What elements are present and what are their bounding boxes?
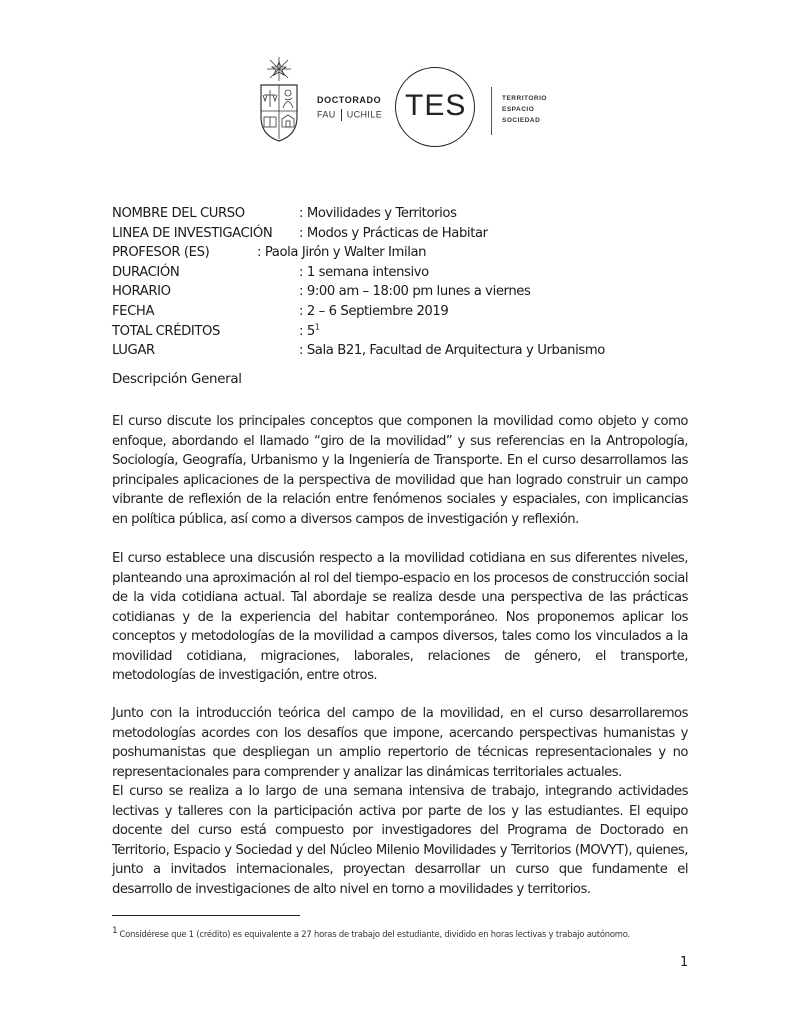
info-row xyxy=(112,341,692,361)
info-value: : Paola Jirón y Walter Imilan xyxy=(257,245,427,261)
paragraph xyxy=(112,704,688,782)
paragraph-text: El curso discute los principales conceptos que componen la movilidad como objeto y como enfoque, abordando el llamado “giro de la movilidad” y sus referencias en la Antropología, Sociología, Geografía, Urbanismo y la Ingeniería de Transporte. En el curso desarrollamos las principales aplicaciones de la perspectiva de movilidad que han logrado construir un campo vibrante de reflexión de la relación entre fenómenos sociales y espaciales, con implicancias en política pública, así como a diversos campos de investigación y reflexión. xyxy=(112,414,688,527)
info-row xyxy=(112,224,692,244)
paragraph xyxy=(112,412,688,529)
info-row xyxy=(112,263,692,283)
footnote-marker: 1 xyxy=(112,926,118,936)
paragraph-text: El curso establece una discusión respecto a la movilidad cotidiana en sus diferentes niveles, planteando una aproximación al rol del tiempo-espacio en los procesos de construcción social de la vida cotidiana actual. Tal abordaje se realiza desde una perspectiva de las prácticas cotidianas y de la experiencia del habitar contemporáneo. Nos proponemos aplicar los conceptos y metodologías de la movilidad a campos diversos, tales como los vinculados a la movilidad cotidiana, migraciones, laborales, relaciones de género, el transporte, metodologías de investigación, entre otros. xyxy=(112,551,688,683)
divider xyxy=(341,109,342,121)
info-row xyxy=(112,322,692,342)
program-subtitle xyxy=(317,109,382,121)
program-university: UCHILE xyxy=(346,109,383,120)
document-header xyxy=(255,55,555,145)
info-value: : Modos y Prácticas de Habitar xyxy=(299,225,488,241)
page-number: 1 xyxy=(680,955,689,970)
info-label: DURACIÓN xyxy=(112,264,180,280)
footnote-separator xyxy=(112,915,300,916)
footnote xyxy=(112,926,702,939)
info-label: TOTAL CRÉDITOS xyxy=(112,323,220,339)
footnote-reference[interactable]: 1 xyxy=(314,322,320,332)
footnote-text: Considérese que 1 (crédito) es equivalente a 27 horas de trabajo del estudiante, dividido en horas lectivas y trabajo autónomo. xyxy=(119,928,630,939)
info-label: NOMBRE DEL CURSO xyxy=(112,206,245,221)
info-label: HORARIO xyxy=(112,284,171,300)
divider xyxy=(491,87,492,135)
program-faculty: FAU xyxy=(317,109,336,120)
credits-value: : 5 xyxy=(299,323,315,339)
paragraph xyxy=(112,782,688,899)
tes-logo-text: TES xyxy=(405,89,467,122)
program-title: DOCTORADO xyxy=(317,95,382,105)
tes-word: ESPACIO xyxy=(502,106,535,113)
info-label: LINEA DE INVESTIGACIÓN xyxy=(112,225,273,241)
info-label: FECHA xyxy=(112,303,155,319)
section-title: Descripción General xyxy=(112,372,242,387)
course-info-table xyxy=(112,204,692,361)
info-value: : 9:00 am – 18:00 pm lunes a viernes xyxy=(299,284,531,300)
tes-logo-words xyxy=(502,93,547,126)
paragraph xyxy=(112,549,688,686)
info-label: PROFESOR (ES) xyxy=(112,245,210,261)
university-crest-icon xyxy=(255,55,303,145)
info-row xyxy=(112,282,692,302)
program-name xyxy=(317,95,382,121)
info-label: LUGAR xyxy=(112,343,155,359)
tes-word: TERRITORIO xyxy=(502,95,547,102)
info-value: : 2 – 6 Septiembre 2019 xyxy=(299,303,449,319)
info-row xyxy=(112,204,692,224)
info-value-credits xyxy=(299,322,320,342)
paragraph-text: El curso se realiza a lo largo de una semana intensiva de trabajo, integrando actividades lectivas y talleres con la participación activa por parte de los y las estudiantes. El equipo docente del curso está compuesto por investigadores del Programa de Doctorado en Territorio, Espacio y Sociedad y del Núcleo Milenio Movilidades y Territorios (MOVYT), quienes, junto a invitados internacionales, proyectan desarrollar un curso que fundamente el desarrollo de investigaciones de alto nivel en torno a movilidades y territorios. xyxy=(112,784,688,897)
info-row xyxy=(112,243,692,263)
paragraph-text: Junto con la introducción teórica del campo de la movilidad, en el curso desarrollaremos metodologías acordes con los desafíos que impone, acercando perspectivas humanistas y poshumanistas que despliegan un amplio repertorio de técnicas representacionales y no representacionales para comprender y analizar las dinámicas territoriales actuales. xyxy=(112,706,688,780)
info-value: : Movilidades y Territorios xyxy=(299,206,457,221)
info-row xyxy=(112,302,692,322)
info-value: : 1 semana intensivo xyxy=(299,264,429,280)
info-value: : Sala B21, Facultad de Arquitectura y Urbanismo xyxy=(299,343,605,359)
tes-word: SOCIEDAD xyxy=(502,117,541,124)
